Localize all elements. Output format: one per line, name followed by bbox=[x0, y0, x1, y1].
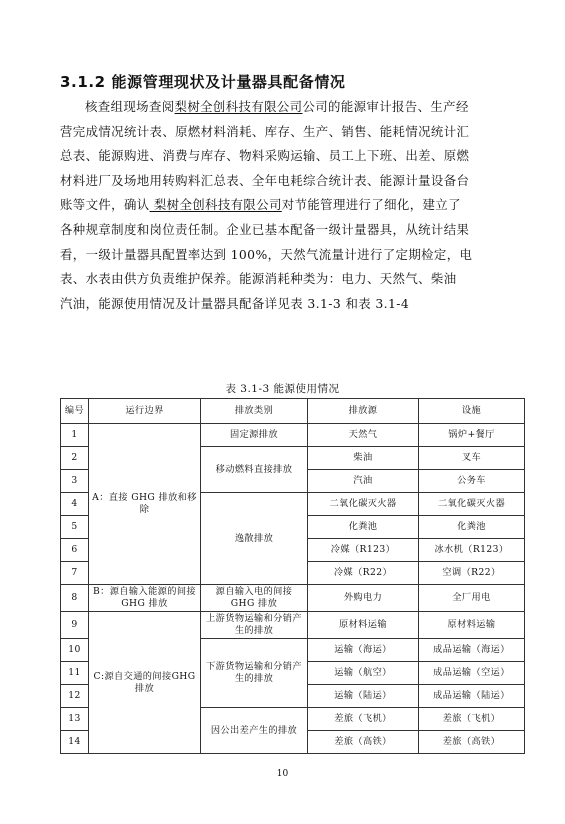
facility-cell: 成品运输（陆运） bbox=[419, 685, 525, 708]
paragraph-line bbox=[60, 193, 512, 218]
facility-cell: 叉车 bbox=[419, 447, 525, 470]
table-row bbox=[61, 585, 525, 612]
source-cell: 差旅（飞机） bbox=[308, 708, 419, 731]
category-cell: 移动燃料直接排放 bbox=[201, 447, 308, 493]
facility-cell: 成品运输（海运） bbox=[419, 639, 525, 662]
facility-cell: 差旅（飞机） bbox=[419, 708, 525, 731]
facility-cell: 锅炉+餐厅 bbox=[419, 424, 525, 447]
facility-cell: 成品运输（空运） bbox=[419, 662, 525, 685]
category-cell: 固定源排放 bbox=[201, 424, 308, 447]
facility-cell: 冰水机（R123） bbox=[419, 539, 525, 562]
row-number: 11 bbox=[61, 662, 89, 685]
source-cell: 外购电力 bbox=[308, 585, 419, 612]
paragraph-line: 各种规章制度和岗位责任制。企业已基本配备一级计量器具，从统计结果 bbox=[60, 221, 470, 237]
source-cell: 汽油 bbox=[308, 470, 419, 493]
header-facility: 设施 bbox=[419, 399, 525, 424]
row-number: 8 bbox=[61, 585, 89, 612]
source-cell: 运输（陆运） bbox=[308, 685, 419, 708]
boundary-c-cell: C:源自交通的间接GHG排放 bbox=[89, 612, 201, 754]
category-cell: 下游货物运输和分销产生的排放 bbox=[201, 639, 308, 708]
paragraph-line: 看，一级计量器具配置率达到 100%，天然气流量计进行了定期检定，电 bbox=[60, 246, 473, 262]
row-number: 2 bbox=[61, 447, 89, 470]
category-cell: 源自输入电的间接 GHG 排放 bbox=[201, 585, 308, 612]
table-row bbox=[61, 612, 525, 639]
row-number: 3 bbox=[61, 470, 89, 493]
row-number: 9 bbox=[61, 612, 89, 639]
row-number: 1 bbox=[61, 424, 89, 447]
facility-cell: 全厂用电 bbox=[419, 585, 525, 612]
source-cell: 化粪池 bbox=[308, 516, 419, 539]
facility-cell: 公务车 bbox=[419, 470, 525, 493]
paragraph-line bbox=[60, 95, 512, 120]
header-no: 编号 bbox=[61, 399, 89, 424]
section-heading: 3.1.2 能源管理现状及计量器具配备情况 bbox=[60, 73, 346, 91]
paragraph-line: 营完成情况统计表、原燃材料消耗、库存、生产、销售、能耗情况统计汇 bbox=[60, 123, 470, 139]
source-cell: 二氧化碳灭火器 bbox=[308, 493, 419, 516]
boundary-b-cell: B：源自输入能源的间接 GHG 排放 bbox=[89, 585, 201, 612]
source-cell: 天然气 bbox=[308, 424, 419, 447]
header-source: 排放源 bbox=[308, 399, 419, 424]
source-cell: 冷媒（R22） bbox=[308, 562, 419, 585]
paragraph-line: 材料进厂及场地用转购料汇总表、全年电耗综合统计表、能源计量设备台 bbox=[60, 172, 470, 188]
paragraph-text: 公司的能源审计报告、生产经 bbox=[302, 99, 469, 114]
facility-cell: 原材料运输 bbox=[419, 612, 525, 639]
row-number: 10 bbox=[61, 639, 89, 662]
row-number: 12 bbox=[61, 685, 89, 708]
row-number: 4 bbox=[61, 493, 89, 516]
paragraph-text: 核查组现场查阅 bbox=[85, 99, 175, 114]
paragraph-text: 对节能管理进行了细化，建立了 bbox=[281, 197, 461, 213]
row-number: 14 bbox=[61, 731, 89, 754]
table-caption: 表 3.1-3 能源使用情况 bbox=[225, 383, 340, 395]
row-number: 5 bbox=[61, 516, 89, 539]
company-name: 梨树全创科技有限公司 bbox=[149, 197, 282, 213]
facility-cell: 差旅（高铁） bbox=[419, 731, 525, 754]
row-number: 6 bbox=[61, 539, 89, 562]
category-cell: 逸散排放 bbox=[201, 493, 308, 585]
source-cell: 柴油 bbox=[308, 447, 419, 470]
paragraph-line: 总表、能源购进、消费与库存、物料采购运输、员工上下班、出差、原燃 bbox=[60, 148, 470, 164]
category-cell: 因公出差产生的排放 bbox=[201, 708, 308, 754]
source-cell: 差旅（高铁） bbox=[308, 731, 419, 754]
facility-cell: 二氧化碳灭火器 bbox=[419, 493, 525, 516]
paragraph-line: 汽油，能源使用情况及计量器具配备详见表 3.1-3 和表 3.1-4 bbox=[60, 295, 410, 311]
page-number: 10 bbox=[276, 769, 289, 779]
table-header-row bbox=[61, 399, 525, 424]
header-category: 排放类别 bbox=[201, 399, 308, 424]
header-boundary: 运行边界 bbox=[89, 399, 201, 424]
body-paragraph bbox=[60, 95, 512, 316]
row-number: 7 bbox=[61, 562, 89, 585]
boundary-a-cell: A：直接 GHG 排放和移除 bbox=[89, 424, 201, 585]
category-cell: 上游货物运输和分销产生的排放 bbox=[201, 612, 308, 639]
source-cell: 冷媒（R123） bbox=[308, 539, 419, 562]
row-number: 13 bbox=[61, 708, 89, 731]
facility-cell: 空调（R22） bbox=[419, 562, 525, 585]
table-row bbox=[61, 424, 525, 447]
paragraph-text: 账等文件，确认 bbox=[60, 197, 150, 213]
source-cell: 运输（海运） bbox=[308, 639, 419, 662]
energy-usage-table bbox=[60, 398, 525, 754]
company-name: 梨树全创科技有限公司 bbox=[174, 99, 303, 114]
facility-cell: 化粪池 bbox=[419, 516, 525, 539]
source-cell: 运输（航空） bbox=[308, 662, 419, 685]
paragraph-line: 表、水表由供方负责维护保养。能源消耗种类为：电力、天然气、柴油 bbox=[60, 271, 457, 287]
source-cell: 原材料运输 bbox=[308, 612, 419, 639]
